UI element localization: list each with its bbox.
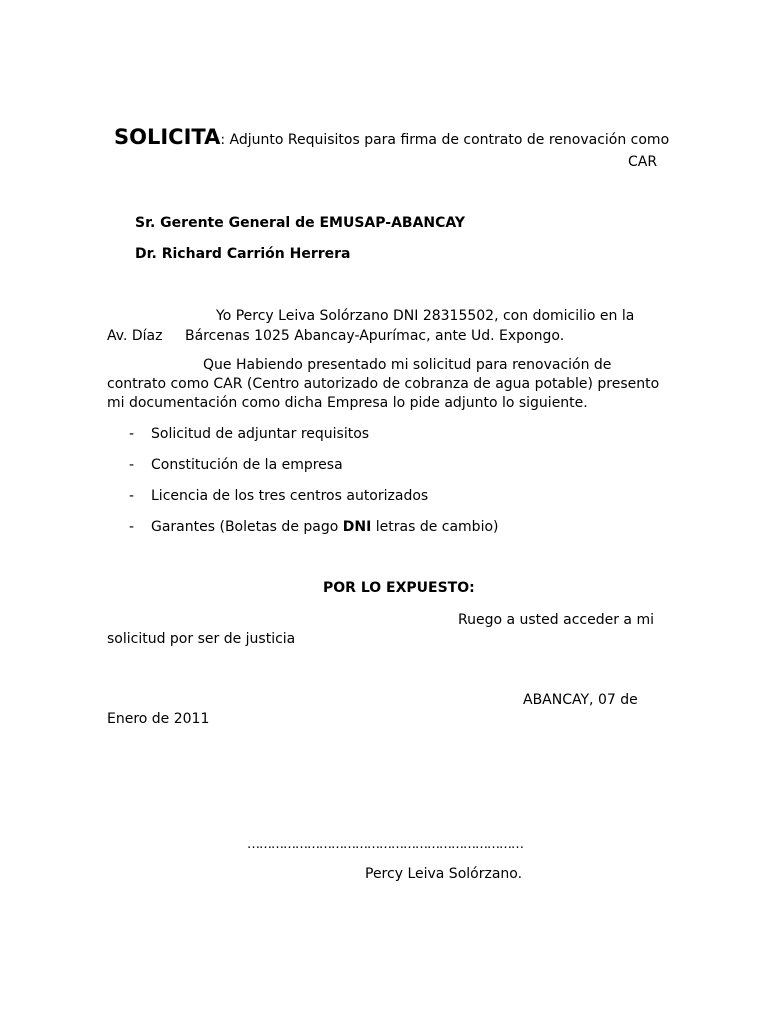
request-line-1: Ruego a usted acceder a mi	[458, 612, 654, 628]
list-item	[129, 487, 428, 506]
por-lo-expuesto-heading: POR LO EXPUESTO:	[323, 580, 475, 596]
list-item-text: Constitución de la empresa	[151, 457, 343, 473]
subject-text-continuation: CAR	[628, 154, 658, 170]
list-item-text: Solicitud de adjuntar requisitos	[151, 426, 370, 442]
list-item-bold-text: DNI	[342, 519, 372, 535]
addressee-title: Sr. Gerente General de EMUSAP-ABANCAY	[135, 215, 466, 231]
request-line-2: solicitud por ser de justicia	[107, 631, 296, 647]
list-bullet: -	[129, 457, 135, 473]
signature-line: ……………………………………………………………	[247, 837, 523, 852]
paragraph-1-line-1: Yo Percy Leiva Solórzano DNI 28315502, con domicilio en la	[216, 308, 635, 324]
subject-line	[114, 125, 670, 150]
paragraph-1-line-2a: Av. Díaz	[107, 328, 163, 344]
subject-text: : Adjunto Requisitos para firma de contrato de renovación como	[220, 132, 670, 148]
paragraph-2-line-2: contrato como CAR (Centro autorizado de cobranza de agua potable) presento	[107, 376, 660, 392]
addressee-name: Dr. Richard Carrión Herrera	[135, 246, 351, 262]
signature-name: Percy Leiva Solórzano.	[365, 866, 523, 882]
list-item-text: Licencia de los tres centros autorizados	[151, 488, 429, 504]
list-item-text: letras de cambio)	[371, 519, 499, 535]
list-bullet: -	[129, 426, 135, 442]
paragraph-2-line-1: Que Habiendo presentado mi solicitud para renovación de	[203, 357, 612, 373]
date-line-2: Enero de 2011	[107, 711, 210, 727]
list-bullet: -	[129, 519, 135, 535]
date-line-1: ABANCAY, 07 de	[523, 692, 638, 708]
list-item	[129, 425, 369, 444]
paragraph-1-line-2b: Bárcenas 1025 Abancay-Apurímac, ante Ud. Expongo.	[185, 328, 565, 344]
list-item-text: Garantes (Boletas de pago	[151, 519, 343, 535]
list-item	[129, 456, 343, 475]
subject-label: SOLICITA	[114, 125, 221, 149]
list-bullet: -	[129, 488, 135, 504]
list-item	[129, 518, 499, 537]
paragraph-2-line-3: mi documentación como dicha Empresa lo pide adjunto lo siguiente.	[107, 395, 588, 411]
